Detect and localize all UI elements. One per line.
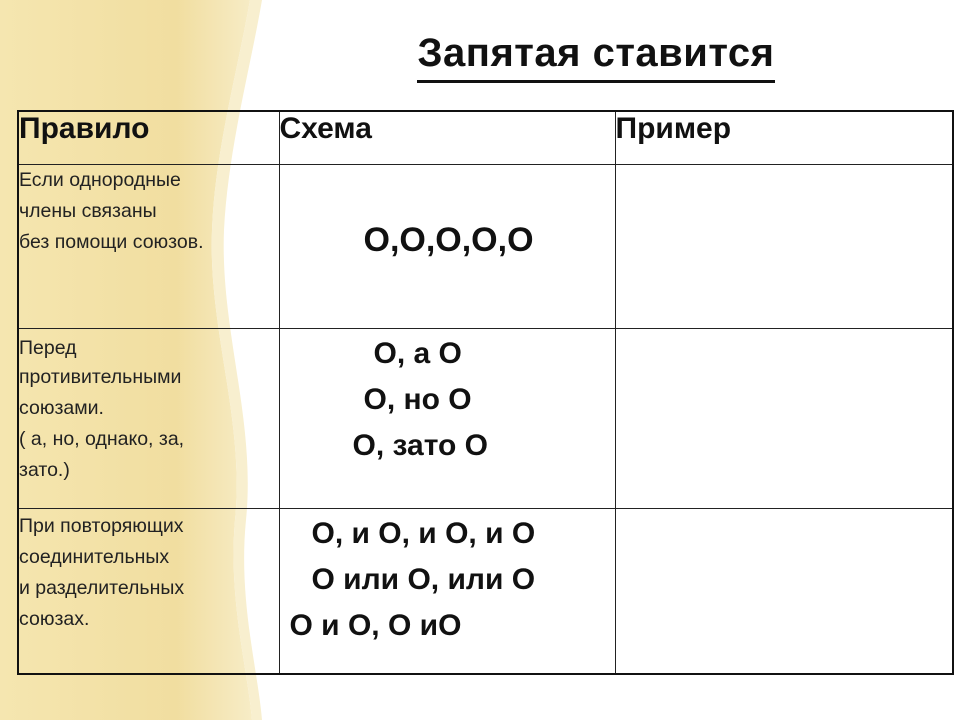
rule-line: Перед	[19, 337, 77, 359]
rule-line: соединительных	[19, 546, 170, 568]
table-row	[18, 165, 953, 329]
scheme-cell	[279, 165, 615, 329]
rule-cell	[18, 509, 279, 675]
rule-line: союзами.	[19, 397, 104, 419]
scheme-cell	[279, 509, 615, 675]
example-cell	[615, 165, 953, 329]
header-rule: Правило	[18, 111, 279, 165]
rules-table	[17, 110, 954, 675]
header-example: Пример	[615, 111, 953, 165]
rule-cell	[18, 329, 279, 509]
rule-line: ( а, но, однако, за,	[19, 428, 185, 450]
scheme-line: О,О,О,О,О	[363, 221, 534, 259]
example-cell	[615, 329, 953, 509]
scheme-cell	[279, 329, 615, 509]
table-header-row	[18, 111, 953, 165]
header-scheme: Схема	[279, 111, 615, 165]
scheme-line: О, а О	[373, 337, 462, 370]
example-cell	[615, 509, 953, 675]
slide-title-wrapper	[0, 30, 960, 83]
table-row	[18, 329, 953, 509]
scheme-line: О и О, О иО	[289, 609, 462, 642]
rule-line: зато.)	[19, 459, 70, 481]
rule-line: члены связаны	[19, 200, 157, 222]
rule-line: Если однородные	[19, 169, 181, 191]
scheme-line: О, но О	[363, 383, 472, 416]
rule-line: без помощи союзов.	[19, 231, 204, 253]
rule-line: и разделительных	[19, 577, 185, 599]
slide-title: Запятая ставится	[417, 30, 774, 83]
scheme-line: О или О, или О	[311, 563, 536, 596]
scheme-line: О, зато О	[352, 429, 488, 462]
rule-cell	[18, 165, 279, 329]
rule-line: союзах.	[19, 608, 90, 630]
scheme-line: О, и О, и О, и О	[311, 517, 536, 550]
table-row	[18, 509, 953, 675]
rule-line: противительными	[19, 366, 182, 388]
rule-line: При повторяющих	[19, 515, 184, 537]
